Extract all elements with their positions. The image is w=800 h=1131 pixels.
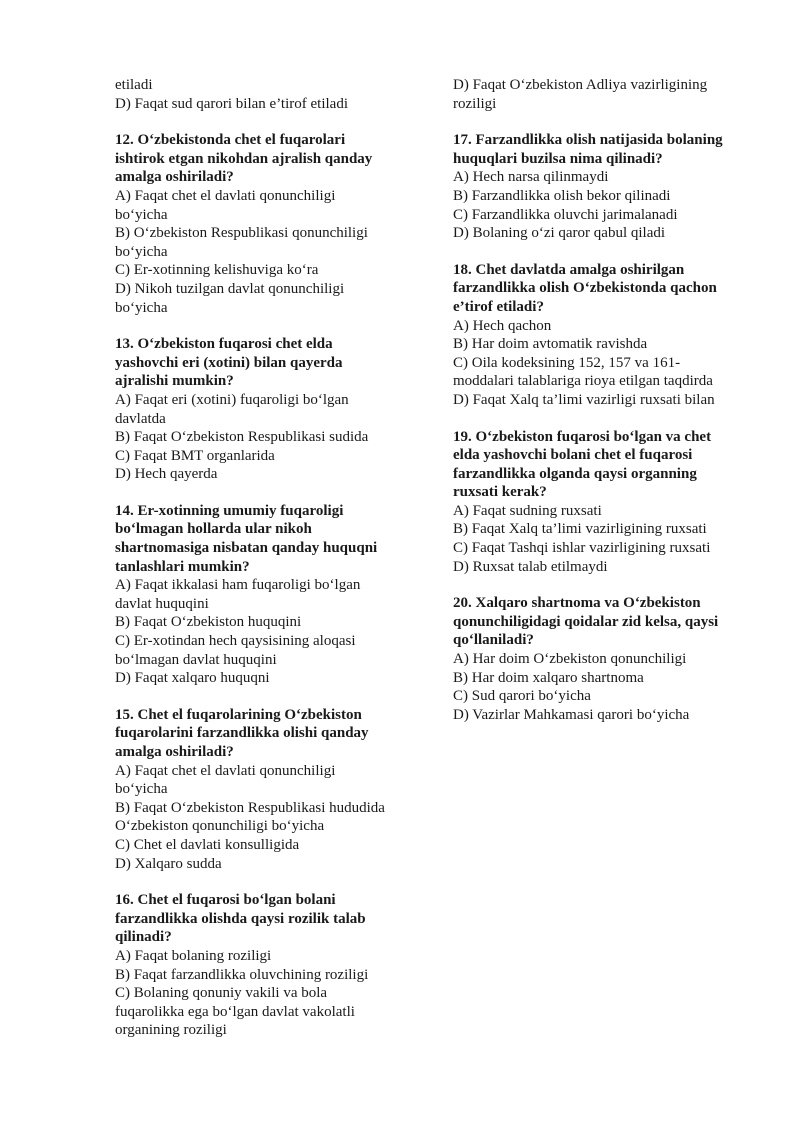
answer-option-line: D) Bolaning o‘zi qaror qabul qiladi	[453, 225, 666, 242]
answer-option-line: B) Faqat O‘zbekiston Respublikasi sudida	[115, 429, 369, 446]
answer-option-line: B) Faqat O‘zbekiston Respublikasi hududida	[115, 799, 385, 816]
answer-option-line: C) Bolaning qonuniy vakili va bola	[115, 985, 328, 1002]
question-title-line: bo‘lmagan hollarda ular nikoh	[115, 521, 312, 538]
answer-option-line: B) Faqat O‘zbekiston huquqini	[115, 614, 302, 631]
answer-option-line: bo‘lmagan davlat huquqini	[115, 651, 277, 668]
question-block	[115, 335, 415, 484]
answer-option-line: organining roziligi	[115, 1022, 227, 1039]
question-block	[453, 261, 753, 410]
answer-option-line: D) Xalqaro sudda	[115, 855, 222, 872]
answer-option-line: moddalari talablariga rioya etilgan taqdirda	[453, 373, 713, 390]
answer-option-line: D) Faqat xalqaro huquqni	[115, 670, 270, 687]
answer-option-line: D) Nikoh tuzilgan davlat qonunchiligi	[115, 280, 345, 297]
question-title-line: e’tirof etiladi?	[453, 298, 544, 315]
answer-option-line: bo‘yicha	[115, 781, 168, 798]
answer-option-line: A) Faqat sudning ruxsati	[453, 502, 602, 519]
question-title-line: 16. Chet el fuqarosi bo‘lgan bolani	[115, 892, 336, 909]
question-title-line: 18. Chet davlatda amalga oshirilgan	[453, 261, 685, 278]
question-title-line: shartnomasiga nisbatan qanday huquqni	[115, 540, 378, 557]
question-block	[115, 502, 415, 688]
question-title-line: 13. O‘zbekiston fuqarosi chet elda	[115, 336, 333, 353]
question-title-line: amalga oshiriladi?	[115, 744, 234, 760]
answer-option-line: D) Ruxsat talab etilmaydi	[453, 558, 608, 575]
answer-option-line: davlatda	[115, 410, 166, 427]
answer-option-line: B) Har doim avtomatik ravishda	[453, 336, 648, 353]
answer-option-line: C) Er-xotindan hech qaysisining aloqasi	[115, 633, 356, 650]
answer-option-line: A) Hech narsa qilinmaydi	[453, 169, 609, 186]
right-column	[453, 76, 753, 724]
fragment-line: D) Faqat O‘zbekiston Adliya vazirligining	[453, 77, 708, 93]
answer-option-line: A) Har doim O‘zbekiston qonunchiligi	[453, 651, 687, 668]
question-title-line: 20. Xalqaro shartnoma va O‘zbekiston	[453, 595, 701, 612]
left-column	[115, 76, 415, 1040]
fragment-line: D) Faqat sud qarori bilan e’tirof etiladi	[115, 95, 348, 112]
question-block	[453, 428, 753, 577]
question-block	[115, 706, 415, 873]
question-title-line: huquqlari buzilsa nima qilinadi?	[453, 150, 663, 167]
answer-option-line: B) Har doim xalqaro shartnoma	[453, 669, 644, 686]
question-title-line: 14. Er-xotinning umumiy fuqaroligi	[115, 502, 344, 519]
question-block	[453, 594, 753, 724]
answer-option-line: D) Vazirlar Mahkamasi qarori bo‘yicha	[453, 706, 690, 723]
question-block	[115, 891, 415, 1040]
answer-option-line: A) Faqat chet el davlati qonunchiligi	[115, 187, 336, 204]
question-block	[115, 131, 415, 317]
answer-option-line: A) Faqat chet el davlati qonunchiligi	[115, 762, 336, 779]
question-title-line: 15. Chet el fuqarolarining O‘zbekiston	[115, 706, 362, 723]
question-title-line: qo‘llaniladi?	[453, 632, 534, 649]
question-title-line: farzandlikka olganda qaysi organning	[453, 465, 697, 482]
answer-option-line: D) Faqat Xalq ta’limi vazirligi ruxsati bilan	[453, 391, 715, 408]
answer-option-line: bo‘yicha	[115, 243, 168, 260]
question-title-line: farzandlikka olishda qaysi rozilik talab	[115, 910, 366, 927]
answer-option-line: fuqarolikka ega bo‘lgan davlat vakolatli	[115, 1003, 355, 1020]
answer-option-line: C) Faqat Tashqi ishlar vazirligining ruxsati	[453, 540, 711, 557]
answer-option-line: C) Chet el davlati konsulligida	[115, 836, 300, 853]
answer-option-line: A) Faqat ikkalasi ham fuqaroligi bo‘lgan	[115, 577, 361, 594]
question-title-line: 12. O‘zbekistonda chet el fuqarolari	[115, 132, 346, 149]
question-title-line: qonunchiligidagi qoidalar zid kelsa, qaysi	[453, 613, 719, 630]
question-block	[453, 131, 753, 243]
answer-option-line: bo‘yicha	[115, 299, 168, 316]
fragment-line: etiladi	[115, 77, 153, 93]
question-title-line: ruxsati kerak?	[453, 484, 547, 501]
continued-fragment	[453, 76, 753, 113]
question-title-line: 19. O‘zbekiston fuqarosi bo‘lgan va chet	[453, 428, 712, 445]
question-title-line: tanlashlari mumkin?	[115, 558, 250, 575]
answer-option-line: B) O‘zbekiston Respublikasi qonunchiligi	[115, 225, 368, 242]
question-title-line: qilinadi?	[115, 929, 172, 946]
answer-option-line: davlat huquqini	[115, 595, 209, 612]
question-title-line: 17. Farzandlikka olish natijasida bolaning	[453, 132, 723, 149]
answer-option-line: C) Faqat BMT organlarida	[115, 447, 275, 464]
answer-option-line: C) Er-xotinning kelishuviga ko‘ra	[115, 262, 319, 279]
answer-option-line: C) Oila kodeksining 152, 157 va 161-	[453, 354, 681, 371]
answer-option-line: D) Hech qayerda	[115, 466, 218, 483]
answer-option-line: C) Farzandlikka oluvchi jarimalanadi	[453, 206, 678, 223]
question-title-line: elda yashovchi bolani chet el fuqarosi	[453, 447, 693, 464]
answer-option-line: B) Farzandlikka olish bekor qilinadi	[453, 187, 671, 204]
answer-option-line: O‘zbekiston qonunchiligi bo‘yicha	[115, 818, 325, 835]
answer-option-line: B) Faqat Xalq ta’limi vazirligining ruxsati	[453, 521, 707, 538]
answer-option-line: A) Hech qachon	[453, 317, 552, 334]
question-title-line: ishtirok etgan nikohdan ajralish qanday	[115, 150, 373, 167]
answer-option-line: bo‘yicha	[115, 206, 168, 223]
question-title-line: yashovchi eri (xotini) bilan qayerda	[115, 354, 343, 371]
answer-option-line: C) Sud qarori bo‘yicha	[453, 688, 591, 705]
continued-fragment	[115, 76, 415, 113]
answer-option-line: B) Faqat farzandlikka oluvchining roziligi	[115, 966, 369, 983]
question-title-line: ajralishi mumkin?	[115, 373, 234, 390]
answer-option-line: A) Faqat bolaning roziligi	[115, 947, 272, 964]
question-title-line: fuqarolarini farzandlikka olishi qanday	[115, 725, 369, 742]
question-title-line: amalga oshiriladi?	[115, 169, 234, 186]
answer-option-line: A) Faqat eri (xotini) fuqaroligi bo‘lgan	[115, 391, 349, 408]
fragment-line: roziligi	[453, 95, 497, 112]
question-title-line: farzandlikka olish O‘zbekistonda qachon	[453, 280, 717, 297]
